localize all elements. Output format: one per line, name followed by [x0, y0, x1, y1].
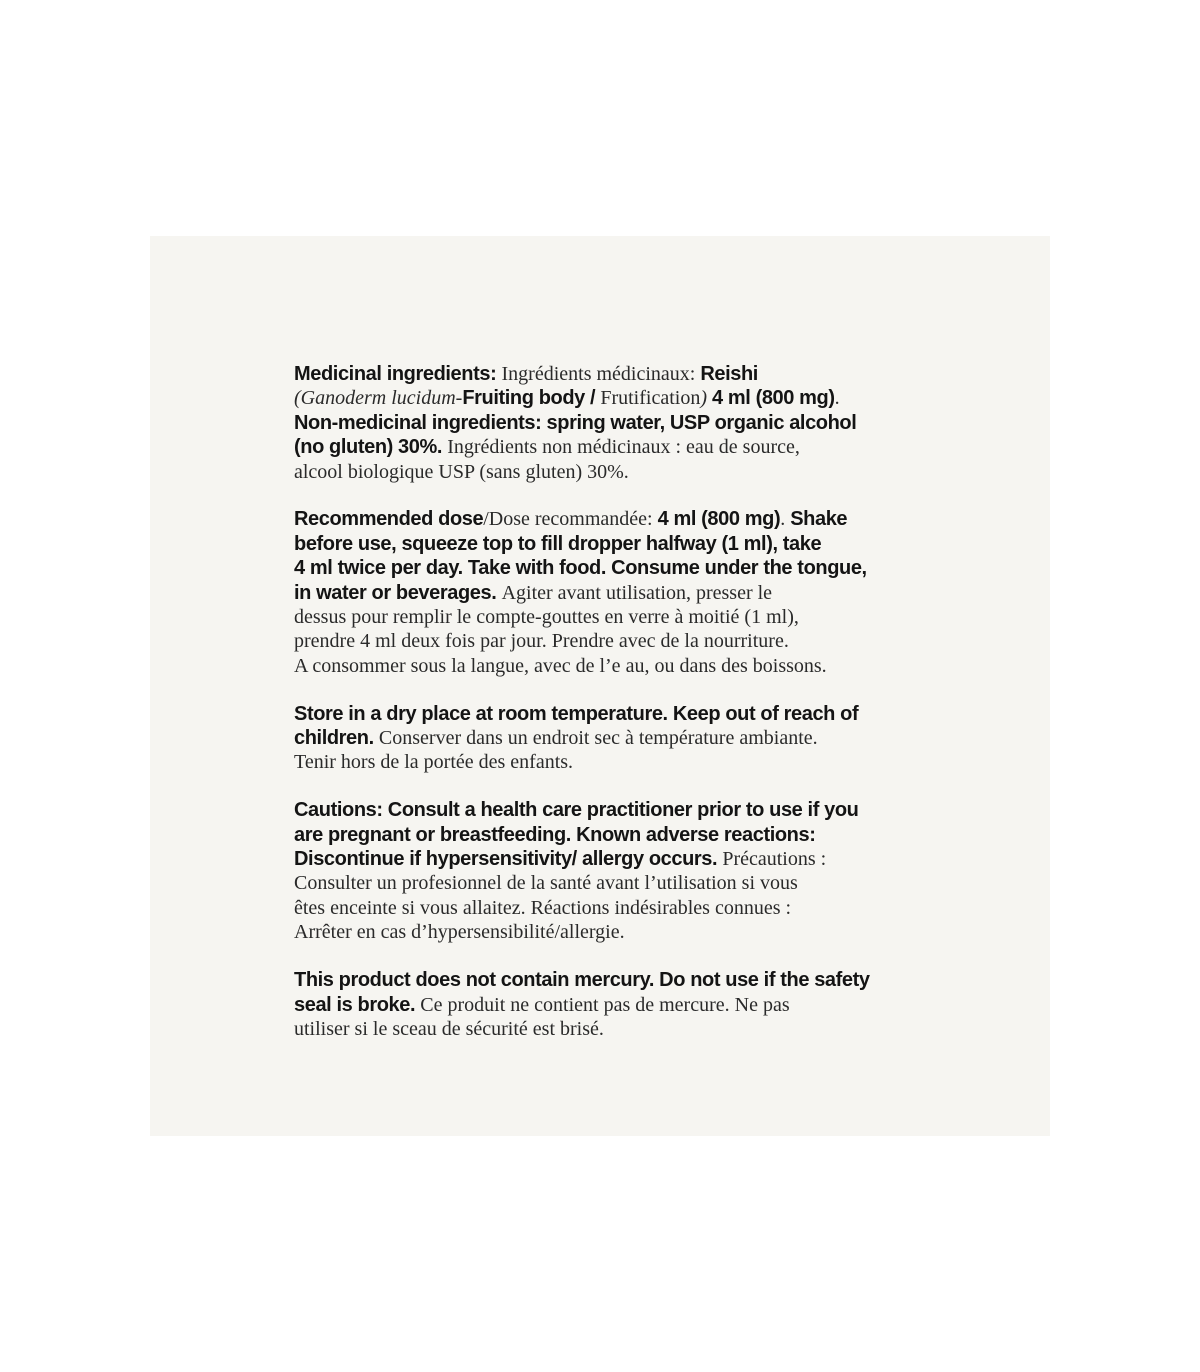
french-text: Consulter un profesionnel de la santé avant l’utilisation si vous [294, 872, 798, 895]
english-text: Reishi [700, 363, 758, 385]
text-line [294, 654, 914, 678]
text-line [294, 702, 914, 726]
english-text: Store in a dry place at room temperature. Keep out of reach of [294, 702, 859, 725]
english-text: seal is broke. [294, 993, 421, 1016]
text-line [294, 556, 914, 580]
text-line [294, 1017, 914, 1041]
french-text: . [834, 387, 840, 410]
english-text: are pregnant or breastfeeding. Known adverse reactions: [294, 823, 816, 846]
english-text: This product does not contain mercury. Do not use if the safety [294, 969, 870, 992]
english-text: in water or beverages. [294, 581, 502, 604]
text-line [294, 847, 914, 871]
text-line [294, 362, 914, 386]
cautions-paragraph [294, 798, 914, 944]
text-line [294, 823, 914, 847]
english-text: Fruiting body / [462, 387, 601, 410]
french-text: /Dose recommandée: [483, 508, 658, 531]
text-line [294, 507, 914, 531]
text-line [294, 968, 914, 992]
french-text: Arrêter en cas d’hypersensibilité/allergie. [294, 921, 625, 944]
text-line [294, 750, 914, 774]
label-panel [150, 236, 1050, 1136]
text-line [294, 605, 914, 629]
french-text: utiliser si le sceau de sécurité est brisé. [294, 1017, 604, 1040]
text-line [294, 629, 914, 653]
storage-paragraph [294, 702, 914, 775]
text-line [294, 435, 914, 459]
english-text: Shake [790, 508, 848, 531]
text-line [294, 896, 914, 920]
english-text: Discontinue if hypersensitivity/ allergy occurs. [294, 848, 723, 871]
text-line [294, 386, 914, 410]
french-text: Ingrédients non médicinaux : eau de source, [447, 436, 800, 459]
text-line [294, 920, 914, 944]
french-text: Précautions : [722, 848, 827, 871]
text-line [294, 460, 914, 484]
ingredients-paragraph [294, 362, 914, 484]
text-line [294, 993, 914, 1017]
english-text: (no gluten) 30%. [294, 436, 448, 459]
french-text: . [780, 508, 791, 531]
mercury-paragraph [294, 968, 914, 1041]
french-text: dessus pour remplir le compte-gouttes en verre à moitié (1 ml), [294, 606, 799, 629]
french-text: prendre 4 ml deux fois par jour. Prendre avec de la nourriture. [294, 630, 789, 653]
english-text: Cautions: Consult a health care practitioner prior to use if you [294, 799, 859, 822]
text-line [294, 532, 914, 556]
english-text: Non-medicinal ingredients: spring water, USP organic alcohol [294, 411, 857, 434]
french-text: Ce produit ne contient pas de mercure. Ne pas [420, 993, 790, 1016]
french-text: êtes enceinte si vous allaitez. Réactions indésirables connues : [294, 896, 792, 919]
french-text: Ingrédients médicinaux: [501, 363, 701, 385]
french-text: Tenir hors de la portée des enfants. [294, 751, 574, 774]
text-line [294, 726, 914, 750]
dose-paragraph [294, 507, 914, 678]
french-text: Frutification [600, 387, 701, 410]
french-text: (Ganoderm lucidum- [294, 387, 463, 410]
french-text: alcool biologique USP (sans gluten) 30%. [294, 460, 629, 483]
text-line [294, 411, 914, 435]
text-line [294, 871, 914, 895]
text-line [294, 581, 914, 605]
english-text: children. [294, 727, 379, 750]
english-text: before use, squeeze top to fill dropper halfway (1 ml), take [294, 532, 822, 555]
english-text: Recommended dose [294, 508, 484, 531]
french-text: A consommer sous la langue, avec de l’e au, ou dans des boissons. [294, 654, 827, 677]
french-text: Agiter avant utilisation, presser le [501, 581, 773, 604]
english-text: 4 ml twice per day. Take with food. Consume under the tongue, [294, 557, 867, 580]
label-text [294, 362, 914, 1065]
french-text: Conserver dans un endroit sec à température ambiante. [378, 727, 818, 750]
text-line [294, 798, 914, 822]
english-text: Medicinal ingredients: [294, 363, 502, 385]
french-text: ) [700, 387, 712, 410]
english-text: 4 ml (800 mg) [657, 508, 781, 531]
english-text: 4 ml (800 mg) [712, 387, 835, 410]
